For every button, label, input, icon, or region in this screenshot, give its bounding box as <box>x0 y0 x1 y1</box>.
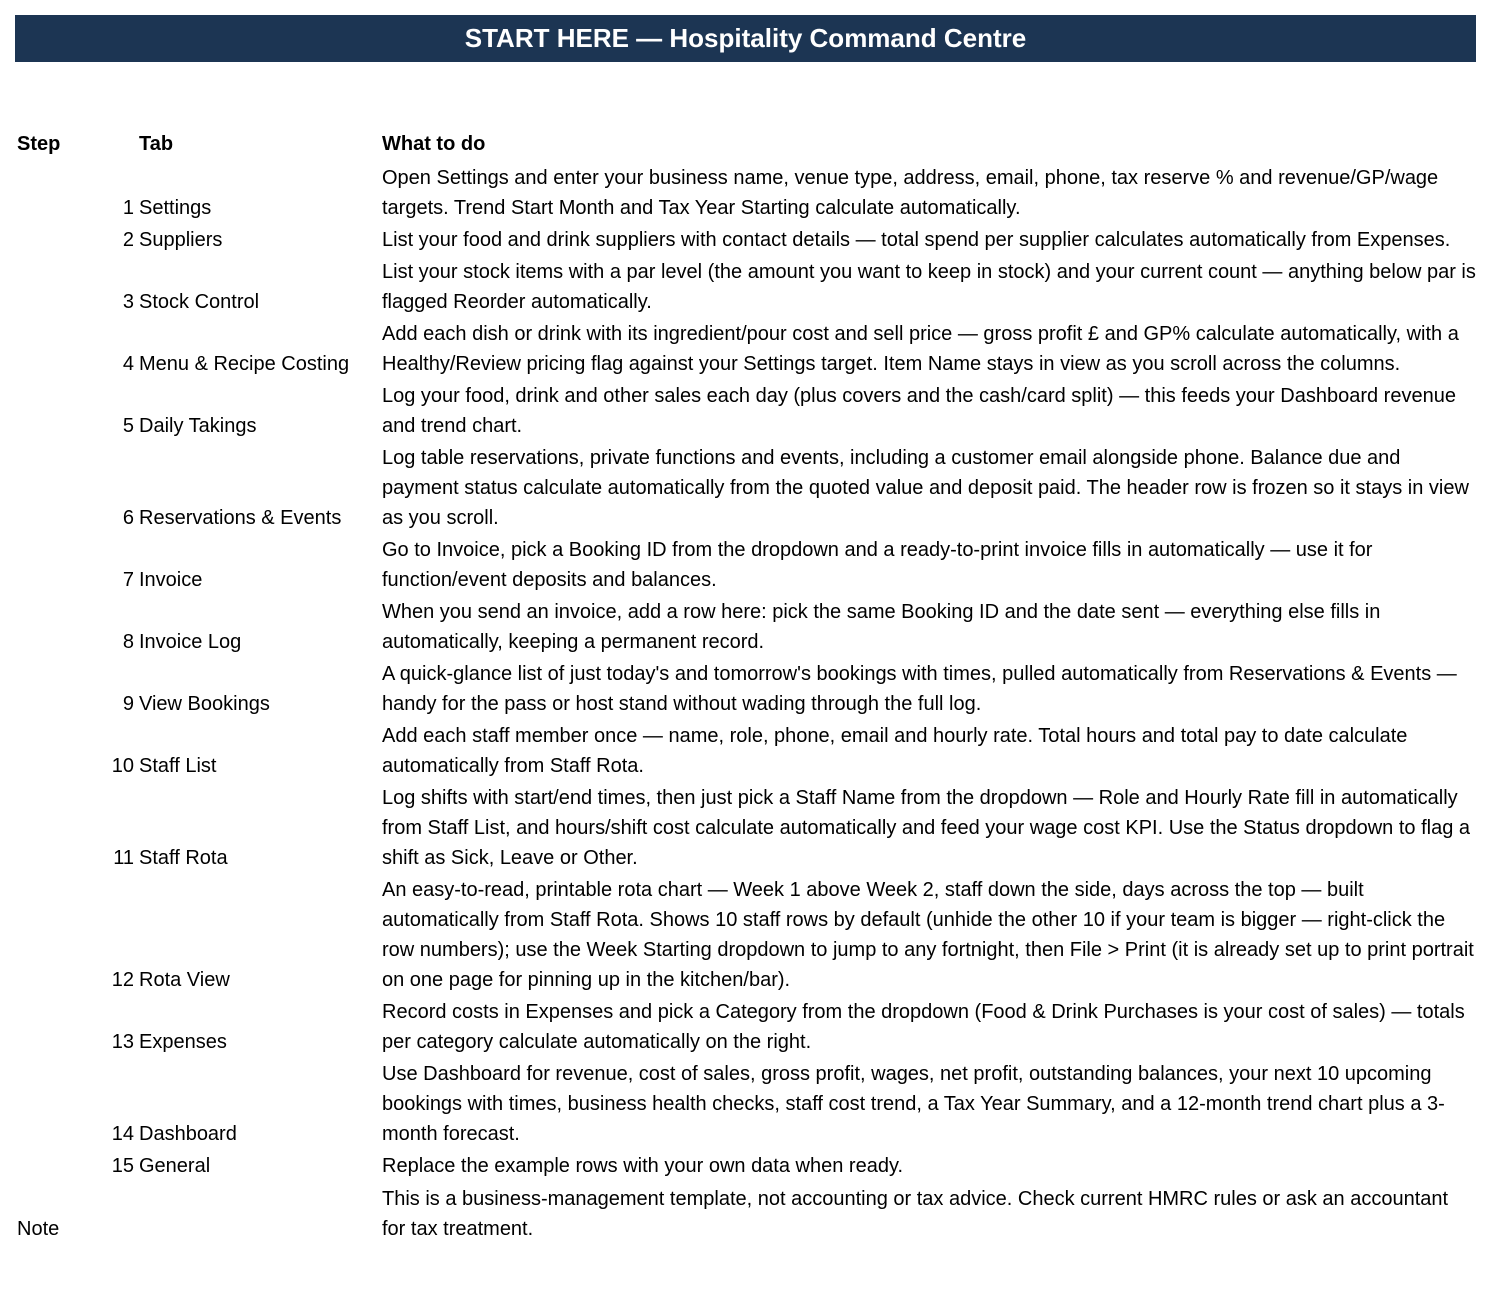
table-row <box>0 535 1491 595</box>
step-tab-name: Reservations & Events <box>139 507 342 529</box>
table-row <box>0 319 1491 379</box>
step-description: Add each dish or drink with its ingredient/pour cost and sell price — gross profit £ and GP% calculate automatically, with a Healthy/Review pricing flag against your Settings target. Item Name stays in view as you scroll across the columns. <box>382 323 1459 375</box>
table-row <box>0 783 1491 873</box>
table-row <box>0 875 1491 995</box>
table-row <box>0 721 1491 781</box>
steps-table <box>0 163 1491 1244</box>
step-tab-name: Expenses <box>139 1031 227 1053</box>
header-what-to-do: What to do <box>382 133 486 155</box>
step-number: 9 <box>122 693 134 715</box>
step-description: Add each staff member once — name, role, phone, email and hourly rate. Total hours and total pay to date calculate automatically from Staff Rota. <box>382 725 1408 777</box>
step-tab-name: Invoice <box>139 569 203 591</box>
table-row <box>0 997 1491 1057</box>
step-number: 15 <box>111 1155 134 1177</box>
step-number: 2 <box>122 229 134 251</box>
header-step: Step <box>17 133 61 155</box>
step-number: 13 <box>111 1031 134 1053</box>
step-tab-name: Staff Rota <box>139 847 228 869</box>
table-row <box>0 257 1491 317</box>
step-number: 1 <box>122 197 134 219</box>
step-number: 14 <box>111 1123 134 1145</box>
table-row <box>0 443 1491 533</box>
step-description: Go to Invoice, pick a Booking ID from the dropdown and a ready-to-print invoice fills in automatically — use it for function/event deposits and balances. <box>382 539 1373 591</box>
step-number: 8 <box>122 631 134 653</box>
step-tab-name: Rota View <box>139 969 230 991</box>
step-description: An easy-to-read, printable rota chart — Week 1 above Week 2, staff down the side, days across the top — built automatically from Staff Rota. Shows 10 staff rows by default (unhide the other 10 if your team is bigger — right-click the row numbers); use the Week Starting dropdown to jump to any fortnight, then File > Print (it is already set up to print portrait on one page for pinning up in the kitchen/bar). <box>382 879 1474 991</box>
note-row <box>0 1184 1491 1244</box>
step-description: Replace the example rows with your own data when ready. <box>382 1155 904 1177</box>
step-number: 5 <box>122 415 134 437</box>
note-text: This is a business-management template, not accounting or tax advice. Check current HMRC rules or ask an accountant for tax treatment. <box>382 1188 1449 1240</box>
header-tab: Tab <box>139 133 174 155</box>
table-row <box>0 659 1491 719</box>
step-number: 11 <box>113 847 134 869</box>
step-tab-name: Suppliers <box>139 229 223 251</box>
step-tab-name: Invoice Log <box>139 631 242 653</box>
step-description: List your food and drink suppliers with contact details — total spend per supplier calculates automatically from Expenses. <box>382 229 1451 251</box>
table-header <box>0 130 1491 160</box>
page-title: START HERE — Hospitality Command Centre <box>15 15 1476 62</box>
step-description: Log table reservations, private functions and events, including a customer email alongside phone. Balance due and payment status calculate automatically from the quoted value and deposit paid. The header row is frozen so it stays in view as you scroll. <box>382 447 1469 529</box>
step-description: Record costs in Expenses and pick a Category from the dropdown (Food & Drink Purchases is your cost of sales) — totals per category calculate automatically on the right. <box>382 1001 1465 1053</box>
step-description: List your stock items with a par level (the amount you want to keep in stock) and your current count — anything below par is flagged Reorder automatically. <box>382 261 1476 313</box>
step-description: Log shifts with start/end times, then just pick a Staff Name from the dropdown — Role and Hourly Rate fill in automatically from Staff List, and hours/shift cost calculate automatically and feed your wage cost KPI. Use the Status dropdown to flag a shift as Sick, Leave or Other. <box>382 787 1470 869</box>
step-number: 7 <box>122 569 134 591</box>
step-number: 12 <box>111 969 134 991</box>
table-row <box>0 597 1491 657</box>
step-tab-name: Settings <box>139 197 212 219</box>
step-description: A quick-glance list of just today's and tomorrow's bookings with times, pulled automatically from Reservations & Events — handy for the pass or host stand without wading through the full log. <box>382 663 1457 715</box>
step-tab-name: Stock Control <box>139 291 260 313</box>
step-number: 3 <box>122 291 134 313</box>
step-tab-name: View Bookings <box>139 693 270 715</box>
table-row <box>0 1151 1491 1181</box>
step-tab-name: Dashboard <box>139 1123 237 1145</box>
step-description: Log your food, drink and other sales each day (plus covers and the cash/card split) — this feeds your Dashboard revenue and trend chart. <box>382 385 1456 437</box>
step-number: 6 <box>122 507 134 529</box>
step-tab-name: Staff List <box>139 755 217 777</box>
step-tab-name: Menu & Recipe Costing <box>139 353 350 375</box>
table-row <box>0 163 1491 223</box>
table-row <box>0 1059 1491 1149</box>
note-label: Note <box>17 1218 60 1240</box>
table-row <box>0 225 1491 255</box>
step-tab-name: Daily Takings <box>139 415 257 437</box>
table-row <box>0 381 1491 441</box>
step-number: 4 <box>122 353 134 375</box>
step-tab-name: General <box>139 1155 211 1177</box>
step-description: Use Dashboard for revenue, cost of sales, gross profit, wages, net profit, outstanding balances, your next 10 upcoming bookings with times, business health checks, staff cost trend, a Tax Year Summary, and a 12-month trend chart plus a 3-month forecast. <box>382 1063 1445 1145</box>
step-number: 10 <box>111 755 134 777</box>
step-description: Open Settings and enter your business name, venue type, address, email, phone, tax reserve % and revenue/GP/wage targets. Trend Start Month and Tax Year Starting calculate automatically. <box>382 167 1439 219</box>
step-description: When you send an invoice, add a row here: pick the same Booking ID and the date sent — everything else fills in automatically, keeping a permanent record. <box>382 601 1381 653</box>
